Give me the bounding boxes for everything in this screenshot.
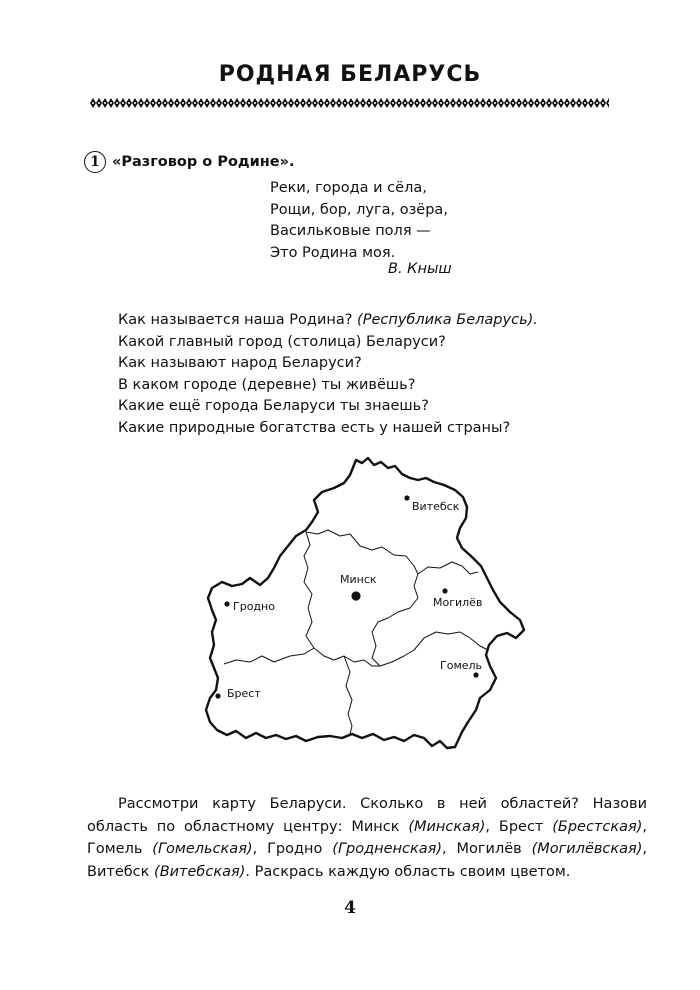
- city-label-gomel: Гомель: [440, 659, 483, 672]
- task-1-heading: [84, 150, 295, 174]
- city-marker-grodno: [224, 601, 229, 606]
- question-answer: (Республика Беларусь).: [357, 312, 538, 328]
- city-marker-mogilev: [442, 588, 447, 593]
- page-title: РОДНАЯ БЕЛАРУСЬ: [218, 62, 482, 87]
- question-text: Какой главный город (столица) Беларуси?: [118, 333, 446, 350]
- region-name: (Гомельская): [152, 841, 253, 857]
- question-text: Какие ещё города Беларуси ты знаешь?: [118, 398, 429, 415]
- task-2-text: , Витебск: [87, 841, 648, 880]
- poem-line: Рощи, бор, луга, озёра,: [270, 201, 448, 218]
- region-border: [418, 562, 478, 574]
- city-marker-brest: [215, 693, 220, 698]
- question-item: [118, 310, 538, 332]
- poem-author: В. Кныш: [388, 261, 452, 277]
- city-marker-gomel: [473, 672, 478, 677]
- region-border: [306, 530, 418, 574]
- ornament-divider: [90, 98, 609, 108]
- region-border: [304, 532, 314, 648]
- region-name: (Брестская): [552, 818, 643, 835]
- question-item: [118, 375, 538, 397]
- region-name: (Минская): [408, 818, 486, 835]
- task-2-text: , Брест: [485, 818, 553, 835]
- city-label-vitebsk: Витебск: [412, 500, 460, 513]
- poem: [270, 178, 448, 264]
- poem-line: Это Родина моя.: [270, 244, 396, 261]
- task-2-text: , Гомель: [87, 818, 647, 857]
- question-text: Какие природные богатства есть у нашей страны?: [118, 419, 511, 436]
- city-label-brest: Брест: [227, 687, 261, 700]
- task-1-title: «Разговор о Родине».: [112, 154, 295, 170]
- question-item: [118, 332, 538, 354]
- question-text: Как называют народ Беларуси?: [118, 355, 362, 372]
- region-border: [224, 648, 314, 664]
- question-list: [118, 310, 538, 440]
- task-2-paragraph: [87, 793, 647, 883]
- poem-line: Реки, города и сёла,: [270, 180, 427, 196]
- belarus-map: [200, 450, 540, 770]
- task-2-text: , Могилёв: [442, 841, 532, 857]
- region-name: (Гродненская): [332, 841, 443, 857]
- map-svg: [200, 450, 540, 770]
- task-2-text: , Гродно: [252, 841, 333, 857]
- city-label-mogilev: Могилёв: [433, 596, 483, 609]
- region-name: (Витебская): [154, 863, 246, 880]
- city-label-grodno: Гродно: [233, 600, 275, 613]
- question-item: [118, 396, 538, 418]
- question-text: Как называется наша Родина?: [118, 312, 358, 328]
- region-border: [344, 656, 352, 734]
- question-text: В каком городе (деревне) ты живёшь?: [118, 376, 416, 393]
- poem-line: Васильковые поля —: [270, 223, 431, 239]
- city-marker-minsk: [351, 591, 360, 600]
- city-label-minsk: Минск: [340, 573, 377, 586]
- page-number: 4: [344, 898, 356, 918]
- question-item: [118, 353, 538, 375]
- task-2-text: . Раскрась каждую область своим цветом.: [245, 863, 571, 880]
- city-marker-vitebsk: [404, 495, 409, 500]
- task-2-text: Рассмотри карту Беларуси. Сколько в ней областей? Назови область по областному центру: Минск: [87, 796, 647, 835]
- region-name: (Могилёвская): [531, 841, 643, 857]
- task-number-badge: 1: [84, 151, 106, 173]
- question-item: [118, 418, 538, 440]
